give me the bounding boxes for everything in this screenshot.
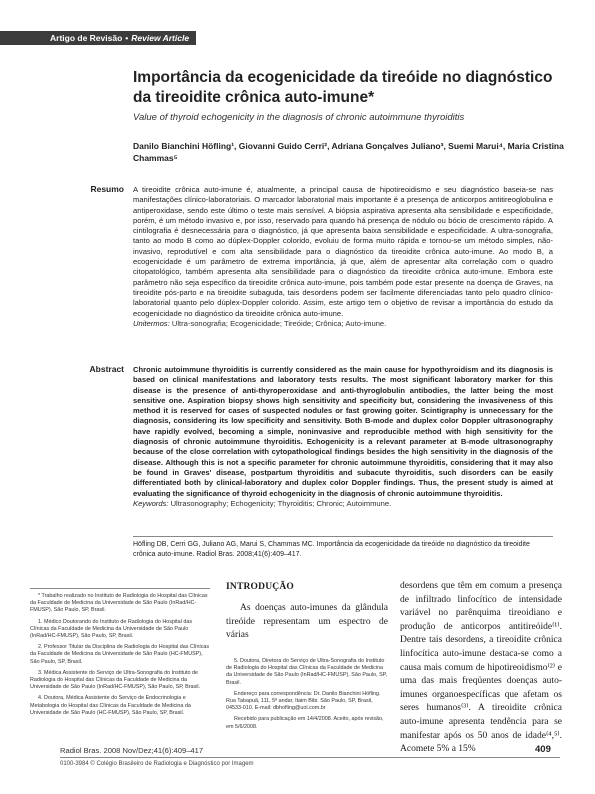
resumo-text: A tireoidite crônica auto-imune é, atualmente, a principal causa de hipotireoidismo e seu diagnóstico baseia-se nas manifestações clínico-laboratoriais. O marcador laboratorial mais importante é a presença de anticorpos antitireoglobulina e antiperoxidase, sendo este último o teste mais sensível. A biópsia aspirativa apresenta alta sensibilidade e especificidade, porém, é um método invasivo e, por isso, reservado para quando há presença de nódulo ou bócio de crescimento rápido. A cintilografia é desnecessária para o diagnóstico, já que apresenta baixa sensibilidade e especificidade. A ultra-sonografia, tanto ao modo B como ao dúplex-Doppler colorido, evoluiu de forma muito rápida e tornou-se um método simples, não-invasivo, reprodutível e com alta sensibilidade para o diagnóstico da tireoidite crônica auto-imune. Ao modo B, a ecogenicidade é um parâmetro de extrema importância, já que, além de apresentar alta correlação com o quadro citopatológico, também apresenta alta sensibilidade para o diagnóstico da tireoidite crônica auto-imune. Embora este parâmetro não seja específico da tireoidite crônica auto-imune, pois também pode estar presente na doença de Graves, na tireoidite pós-parto e na tireoidite subaguda, tais desordens podem ser facilmente diferenciadas tanto pelo quadro clínico-laboratorial quanto pelo dúplex-Doppler colorido. Assim, este artigo tem o objetivo de revisar a importância do estudo da ecogenicidade no diagnóstico da tireoidite crônica auto-imune. [133, 185, 553, 318]
footnote: 5. Doutora, Diretora do Serviço de Ultra-Sonografia do Instituto de Radiologia do Hospital das Clínicas da Faculdade de Medicina da Universidade de São Paulo (InRad/HC-FMUSP), São Paulo, SP, Brasil. [226, 658, 388, 686]
footnotes-mid [226, 658, 388, 735]
correspondence-footnote: Endereço para correspondência: Dr. Danilo Bianchini Höfling. Rua Tabapuã, 111, 5º andar, Itaim Bibi. São Paulo, SP, Brasil, 04533-010. E-mail: dbhofling@uol.com.br [226, 690, 381, 712]
citation: Höfling DB, Cerri GG, Juliano AG, Marui S, Chammas MC. Importância da ecogenicidade da tireóide no diagnóstico da tireoidite crônica auto-imune. Radiol Bras. 2008;41(6):409–417. [133, 536, 553, 559]
journal-reference: Radiol Bras. 2008 Nov/Dez;41(6):409–417 [60, 746, 204, 755]
resumo-block [133, 185, 553, 329]
received-footnote: Recebido para publicação em 14/4/2008. Aceito, após revisão, em 5/6/2008. [226, 716, 384, 730]
body-column-right: desordens que têm em comum a presença de infiltrado linfocítico de intensidade variável no parênquima tireoidiano e produção de anticorpos antitireóide⁽¹⁾. Dentre tais desordens, a tireoidite crônica linfocítica auto-imune destaca-se como a causa mais comum de hipotireoidismo⁽²⁾ e uma das mais freqüentes doenças auto-imunes organoespecíficas que afetam os seres humanos⁽³⁾. A tireoidite crônica auto-imune apresenta tendência para se manifestar após os 50 anos de idade⁽⁴,⁵⁾. Acomete 5% a 15% [400, 581, 562, 755]
footnote: 1. Médico Doutorando do Instituto de Radiologia do Hospital das Clínicas da Faculdade de Medicina da Universidade de São Paulo (InRad/HC-FMUSP), São Paulo, SP, Brasil. [30, 618, 193, 640]
resumo-label: Resumo [90, 184, 124, 194]
footer-divider [60, 757, 560, 758]
section-tag-separator: • [125, 33, 129, 43]
page-number: 409 [535, 744, 551, 755]
abstract-label: Abstract [89, 364, 124, 374]
abstract-block [133, 365, 553, 509]
intro-column [226, 582, 388, 643]
footnote: 2. Professor Titular da Disciplina de Radiologia do Hospital das Clínicas da Faculdade de Medicina da Universidade de São Paulo (HC-FMUSP), São Paulo, SP, Brasil. [30, 644, 210, 665]
footnote: 4. Doutora, Médica Assistente do Serviço de Endocrinologia e Metabologia do Hospital das Clínicas da Faculdade de Medicina da Universidade de São Paulo (HC-FMUSP), São Paulo, SP, Brasil. [30, 695, 191, 716]
intro-heading: INTRODUÇÃO [226, 582, 294, 592]
abstract-text: Chronic autoimmune thyroiditis is currently considered as the main cause for hypothyroidism and its diagnosis is based on clinical manifestations and laboratory tests results. The most significant laboratory marker for this disease is the presence of anti-thyroperoxidase and anti-thyroglobulin antibodies, the latter being the most sensitive one. Aspiration biopsy shows high sensitivity and specificity but, considering the invasiveness of this method it is reserved for cases of suspected nodules or fast growing goiter. Scintigraphy is unnecessary for the diagnosis, considering its low specificity and sensitivity. Both B-mode and duplex color Doppler ultrasonography have rapidly evolved, becoming a simple, noninvasive and reproducible method with high sensitivity for the diagnosis of chronic autoimmune thyroiditis. Echogenicity is a relevant parameter at B-mode ultrasonography because of the close correlation with cytopathological findings besides the high sensitivity in the diagnosis of the disease. Although this is not a specific parameter for chronic autoimmune thyroiditis, considering that it may also be found in Graves' disease, postpartum thyroiditis and subacute thyroiditis, such disorders can be easily differentiated both by clinical-laboratory and duplex color Doppler findings. Thus, the present study is aimed at evaluating the significance of thyroid echogenicity in the diagnosis of chronic autoimmune thyroiditis. [133, 365, 553, 498]
resumo-keywords: Ultra-sonografia; Ecogenicidade; Tireóide; Crônica; Auto-imune. [171, 318, 387, 328]
resumo-keywords-label: Unitermos: [133, 318, 170, 328]
footnotes-left [30, 588, 210, 721]
article-title: Importância da ecogenicidade da tireóide no diagnóstico da tireoidite crônica auto-imune* [133, 69, 553, 106]
abstract-keywords-label: Keywords: [133, 498, 169, 508]
section-tag-pt: Artigo de Revisão [50, 33, 123, 43]
article-authors: Danilo Bianchini Höfling¹, Giovanni Guido Cerri², Adriana Gonçalves Juliano³, Suemi Marui⁴, Maria Cristina Chammas⁵ [133, 141, 564, 163]
section-tag [0, 31, 196, 45]
section-tag-en: Review Article [131, 33, 190, 43]
footnote: 3. Médica Assistente do Serviço de Ultra-Sonografia do Instituto de Radiologia do Hospital das Clínicas da Faculdade de Medicina da Universidade de São Paulo (InRad/HC-FMUSP), São Paulo, SP, Brasil. [30, 669, 201, 691]
copyright: 0100-3984 © Colégio Brasileiro de Radiologia e Diagnóstico por Imagem [60, 761, 254, 767]
intro-text: As doenças auto-imunes da glândula tireóide representam um espectro de várias [226, 603, 388, 640]
article-subtitle: Value of thyroid echogenicity in the diagnosis of chronic autoimmune thyroiditis [133, 112, 465, 123]
abstract-keywords: Ultrasonography; Echogenicity; Thyroiditis; Chronic; Autoimmune. [170, 498, 392, 508]
footnote: * Trabalho realizado no Instituto de Radiologia do Hospital das Clínicas da Faculdade de Medicina da Universidade de São Paulo (InRad/HC-FMUSP), São Paulo, SP, Brasil. [30, 593, 208, 614]
